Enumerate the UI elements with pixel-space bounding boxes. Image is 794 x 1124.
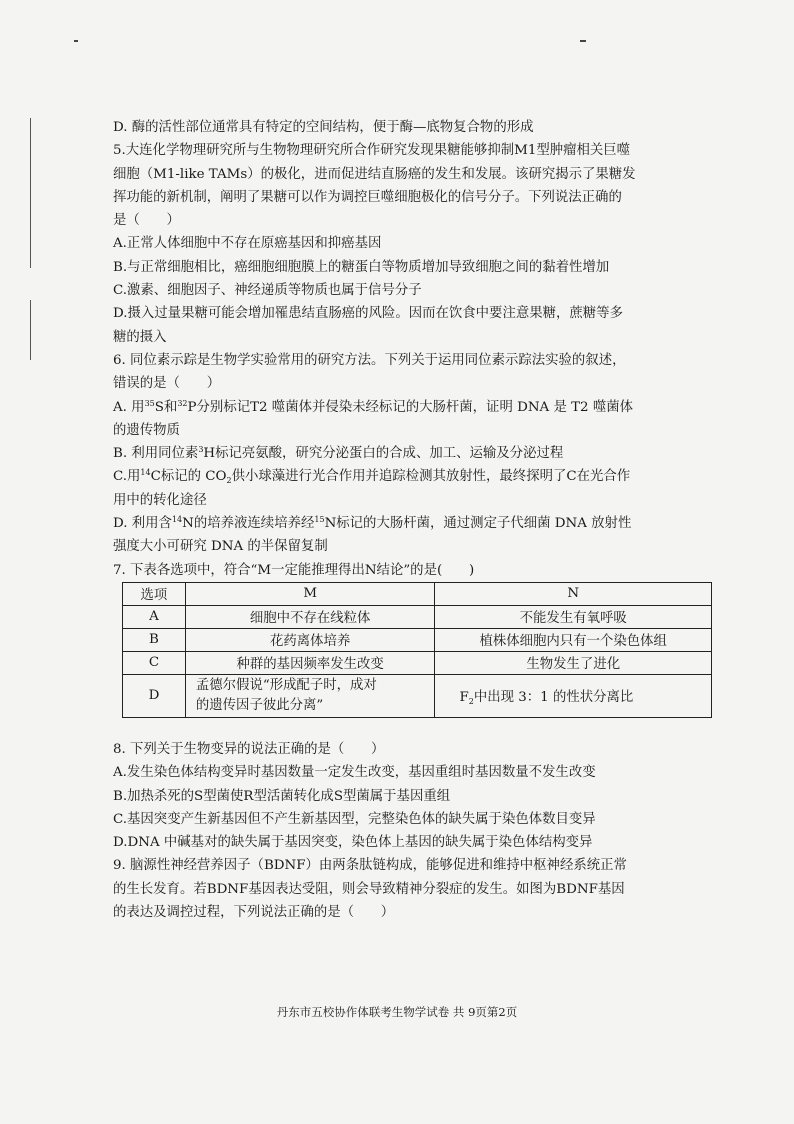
binding-margin-line (30, 300, 31, 360)
question-9 (113, 854, 713, 924)
q6-option-c: C.用$^{14}$C标记的 $CO_2$供小球藻进行光合作用并追踪检测其放射性，最终探明了C在光合作 (113, 468, 631, 486)
table-header-cell: 选项 (123, 582, 186, 605)
cell-line: 的遗传因子彼此分离” (195, 697, 324, 713)
q6-option-a-cont: 的遗传物质 (113, 422, 180, 438)
q9-stem-line: 的表达及调控过程，下列说法正确的是（ ） (113, 905, 395, 921)
question-7 (113, 559, 713, 718)
exam-content (113, 116, 713, 924)
table-row (123, 674, 712, 717)
question-5 (113, 139, 713, 349)
table-row (123, 651, 712, 674)
q8-option-b: B.加热杀死的S型菌使R型活菌转化成S型菌属于基因重组 (113, 788, 451, 804)
table-header-cell: N (435, 582, 712, 605)
table-cell (185, 674, 435, 717)
table-cell: A (123, 605, 186, 628)
table-cell: 不能发生有氧呼吸 (435, 605, 712, 628)
q5-option-b: B.与正常细胞相比，癌细胞细胞膜上的糖蛋白等物质增加导致细胞之间的黏着性增加 (113, 259, 610, 275)
q8-option-c: C.基因突变产生新基因但不产生新基因型，完整染色体的缺失属于染色体数目变异 (113, 811, 596, 827)
table-cell: 细胞中不存在线粒体 (185, 605, 435, 628)
q9-stem-line: 的生长发育。若BDNF基因表达受阻，则会导致精神分裂症的发生。如图为BDNF基因 (113, 881, 625, 897)
q8-option-a: A.发生染色体结构变异时基因数量一定发生改变，基因重组时基因数量不发生改变 (113, 765, 596, 781)
table-cell: D (123, 674, 186, 717)
question-6 (113, 349, 713, 559)
q5-stem-line: 是（ ） (113, 213, 180, 229)
table-cell: B (123, 628, 186, 651)
q6-stem-line: 6. 同位素示踪是生物学实验常用的研究方法。下列关于运用同位素示踪法实验的叙述， (113, 352, 626, 368)
q6-option-a: A. 用$^{35}$S和$^{32}$P分别标记T2 噬菌体并侵染未经标记的大肠杆菌，证明 DNA 是 T2 噬菌体 (113, 398, 634, 415)
q8-option-d: D.DNA 中碱基对的缺失属于基因突变，染色体上基因的缺失属于染色体结构变异 (113, 835, 593, 851)
table-cell: 生物发生了进化 (435, 651, 712, 674)
scan-speck (74, 40, 78, 42)
q8-stem: 8. 下列关于生物变异的说法正确的是（ ） (113, 741, 385, 757)
table-cell: C (123, 651, 186, 674)
q4-option-d: D. 酶的活性部位通常具有特定的空间结构，便于酶—底物复合物的形成 (113, 120, 534, 135)
scan-speck (580, 40, 586, 42)
q9-stem-line: 9. 脑源性神经营养因子（BDNF）由两条肽链构成，能够促进和维持中枢神经系统正常 (113, 858, 627, 874)
table-header-row (123, 582, 712, 605)
binding-margin-line (30, 118, 31, 268)
q5-option-d-line: 糖的摄入 (113, 329, 167, 345)
q7-table (122, 582, 712, 718)
page-footer: 丹东市五校协作体联考生物学试卷 共 9页第2页 (276, 1005, 518, 1019)
cell-line: 孟德尔假说“形成配子时，成对 (195, 677, 377, 693)
q5-stem-line: 5.大连化学物理研究所与生物物理研究所合作研究发现果糖能够抑制M1型肿瘤相关巨噬 (113, 143, 631, 159)
q6-option-b: B. 利用同位素$^3$H标记亮氨酸，研究分泌蛋白的合成、加工、运输及分泌过程 (113, 445, 564, 462)
q6-option-c-cont: 用中的转化途径 (113, 492, 207, 508)
q5-option-a: A.正常人体细胞中不存在原癌基因和抑癌基因 (113, 236, 382, 252)
q6-stem-line: 错误的是（ ） (113, 376, 221, 392)
table-cell: 种群的基因频率发生改变 (185, 651, 435, 674)
table-header-cell: M (185, 582, 435, 605)
q5-option-c: C.激素、细胞因子、神经递质等物质也属于信号分子 (113, 283, 422, 299)
table-cell: $F_2$中出现 3：1 的性状分离比 (435, 674, 712, 717)
table-cell: 花药离体培养 (185, 628, 435, 651)
q6-option-d: D. 利用含$^{14}$N的培养液连续培养经$^{15}$N标记的大肠杆菌，通过测定子代细菌 DNA 放射性 (113, 515, 632, 532)
table-row (123, 628, 712, 651)
q5-option-d-line: D.摄入过量果糖可能会增加罹患结直肠癌的风险。因而在饮食中要注意果糖，蔗糖等多 (113, 306, 623, 322)
q5-stem-line: 细胞（M1-like TAMs）的极化，进而促进结直肠癌的发生和发展。该研究揭示了果糖发 (113, 166, 636, 182)
table-cell: 植株体细胞内只有一个染色体组 (435, 628, 712, 651)
q7-stem: 7. 下表各选项中，符合“M一定能推理得出N结论”的是( ) (113, 562, 475, 578)
table-row (123, 605, 712, 628)
question-8 (113, 738, 713, 854)
q6-option-d-cont: 强度大小可研究 DNA 的半保留复制 (113, 539, 328, 555)
q5-stem-line: 挥功能的新机制，阐明了果糖可以作为调控巨噬细胞极化的信号分子。下列说法正确的 (113, 189, 622, 205)
